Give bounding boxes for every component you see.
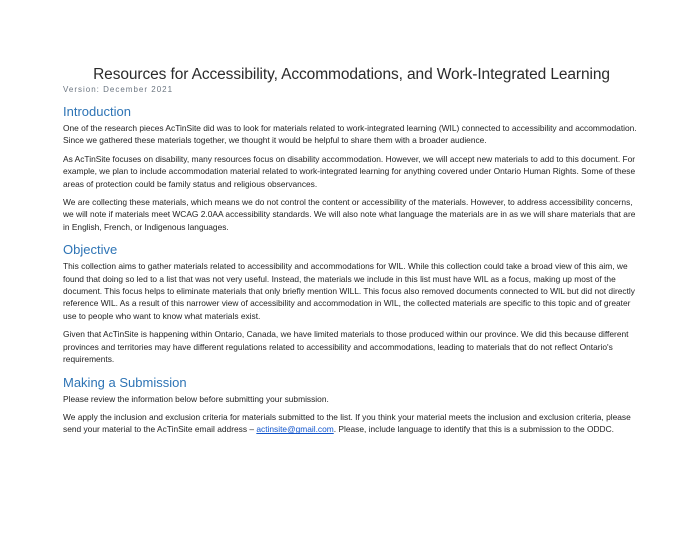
submission-heading: Making a Submission [63,374,187,390]
introduction-paragraph-3: We are collecting these materials, which means we do not control the content or accessibility of the materials. However, to address accessibility concerns, we will note if materials meet WCAG 2.0AA accessibility standards. We will also note what language the materials are in as we will share materials that are in English, French, or Indigenous languages. [63,197,636,232]
document-title: Resources for Accessibility, Accommodations, and Work-Integrated Learning [93,66,610,83]
submission-paragraph-2 [63,411,640,436]
objective-paragraph-2: Given that AcTinSite is happening within Ontario, Canada, we have limited materials to those produced within our province. We did this because different provinces and territories may have different regulations related to accessibility and accommodations, leading to materials that do not reflect Ontario's requirements. [63,329,629,365]
submission-text-before-email: We apply the inclusion and exclusion criteria for materials submitted to the list. If you think your material meets the inclusion and exclusion criteria, please send your material to the AcTinSite email address – [63,411,631,435]
introduction-paragraph-1: One of the research pieces AcTinSite did was to look for materials related to work-integrated learning (WIL) connected to accessibility and accommodation. Since we gathered these materials together, we thought it would be helpful to share them with a broader audience. [63,123,637,146]
email-link[interactable]: actinsite@gmail.com [256,424,334,435]
introduction-paragraph-2: As AcTinSite focuses on disability, many resources focus on disability accommodation. However, we will accept new materials to add to this document. For example, we plan to include accommodation material related to work-integrated learning for anything covered under Ontario Human Rights. Some of these areas of protection could be family status and religious observances. [63,153,636,189]
submission-text-after-email: . Please, include language to identify that this is a submission to the ODDC. [333,424,614,435]
objective-heading: Objective [63,242,118,258]
objective-paragraph-1: This collection aims to gather materials related to accessibility and accommodations for WIL. While this collection could take a broad view of this aim, we found that doing so led to a list that was not very useful. Instead, the materials we include in this list must have WIL as a focus, making up most of the document. This focus helps to eliminate materials that only briefly mention WILL. This focus also removed documents connected to WIL but did not directly reference WIL. As a result of this narrower view of accessibility and accommodation in WIL, the collected materials are specific to this topic and of greater use to people who want to know what materials exist. [63,261,635,321]
submission-paragraph-1: Please review the information below before submitting your submission. [63,393,329,404]
document-version: Version: December 2021 [63,85,174,94]
introduction-heading: Introduction [63,104,131,119]
